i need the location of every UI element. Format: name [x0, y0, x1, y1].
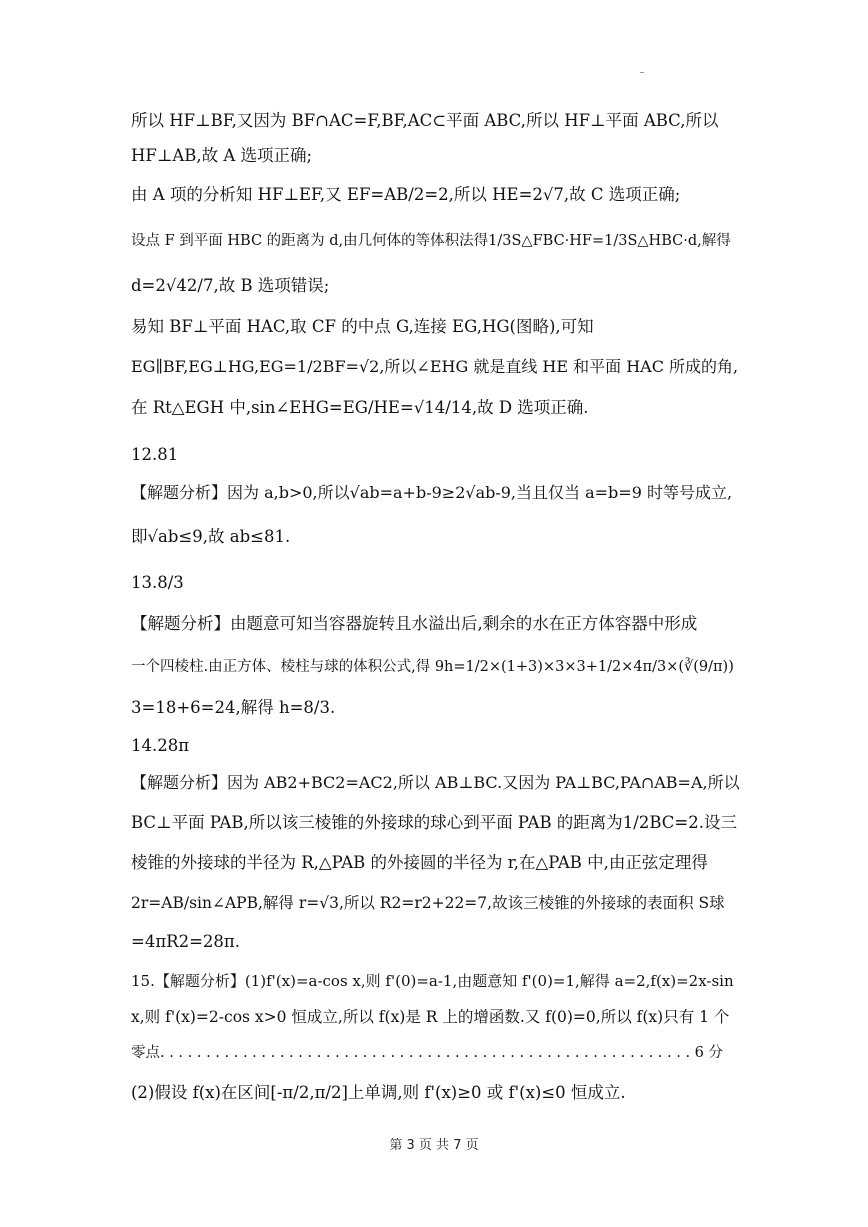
text-line-25: (2)假设 f(x)在区间[-π/2,π/2]上单调,则 f'(x)≥0 或 f'(x)≤0 恒成立.	[131, 1083, 626, 1102]
text-line-18: BC⊥平面 PAB,所以该三棱锥的外接球的球心到平面 PAB 的距离为1/2BC=2.设三	[131, 813, 737, 832]
text-line-20: 2r=AB/sin∠APB,解得 r=√3,所以 R2=r2+22=7,故该三棱锥的外接球的表面积 S球	[131, 894, 725, 912]
text-line-15: 3=18+6=24,解得 h=8/3.	[131, 698, 336, 717]
answer-12: 12.81	[131, 445, 179, 464]
text-line-3: 由 A 项的分析知 HF⊥EF,又 EF=AB/2=2,所以 HE=2√7,故 C 选项正确;	[131, 185, 681, 204]
text-line-13: 【解题分析】由题意可知当容器旋转且水溢出后,剩余的水在正方体容器中形成	[131, 614, 698, 633]
text-line-17: 【解题分析】因为 AB2+BC2=AC2,所以 AB⊥BC.又因为 PA⊥BC,PA∩AB=A,所以	[131, 773, 740, 792]
text-line-5: d=2√42/7,故 B 选项错误;	[131, 276, 330, 295]
text-line-8: 在 Rt△EGH 中,sin∠EHG=EG/HE=√14/14,故 D 选项正确.	[131, 398, 589, 417]
text-line-1: 所以 HF⊥BF,又因为 BF∩AC=F,BF,AC⊂平面 ABC,所以 HF⊥平面 ABC,所以	[131, 111, 719, 130]
page-footer: 第 3 页 共 7 页	[389, 1138, 479, 1153]
answer-14: 14.28π	[131, 736, 190, 755]
text-line-23: x,则 f'(x)=2-cos x>0 恒成立,所以 f(x)是 R 上的增函数.又 f(0)=0,所以 f(x)只有 1 个	[131, 1008, 730, 1026]
text-line-22: 15.【解题分析】(1)f'(x)=a-cos x,则 f'(0)=a-1,由题意知 f'(0)=1,解得 a=2,f(x)=2x-sin	[131, 972, 734, 990]
text-line-7: EG∥BF,EG⊥HG,EG=1/2BF=√2,所以∠EHG 就是直线 HE 和平面 HAC 所成的角,	[131, 357, 739, 376]
text-line-24: 零点. . . . . . . . . . . . . . . . . . . . . . . . . . . . . . . . . . . . . . . . . . . . . . . . . . . . . . . . . . 6 分	[131, 1045, 723, 1061]
text-line-4: 设点 F 到平面 HBC 的距离为 d,由几何体的等体积法得1/3S△FBC·HF=1/3S△HBC·d,解得	[131, 233, 731, 249]
text-line-21: =4πR2=28π.	[131, 932, 240, 951]
text-line-2: HF⊥AB,故 A 选项正确;	[131, 146, 313, 165]
text-line-11: 即√ab≤9,故 ab≤81.	[131, 527, 291, 546]
text-line-19: 棱锥的外接球的半径为 R,△PAB 的外接圆的半径为 r,在△PAB 中,由正弦定理得	[131, 853, 708, 872]
text-line-6: 易知 BF⊥平面 HAC,取 CF 的中点 G,连接 EG,HG(图略),可知	[131, 317, 594, 336]
text-line-10: 【解题分析】因为 a,b>0,所以√ab=a+b-9≥2√ab-9,当且仅当 a=b=9 时等号成立,	[131, 483, 733, 502]
answer-13: 13.8/3	[131, 573, 184, 592]
text-line-14: 一个四棱柱.由正方体、棱柱与球的体积公式,得 9h=1/2×(1+3)×3×3+1/2×4π/3×(∛(9/π))	[131, 659, 734, 675]
scan-mark	[640, 72, 644, 73]
